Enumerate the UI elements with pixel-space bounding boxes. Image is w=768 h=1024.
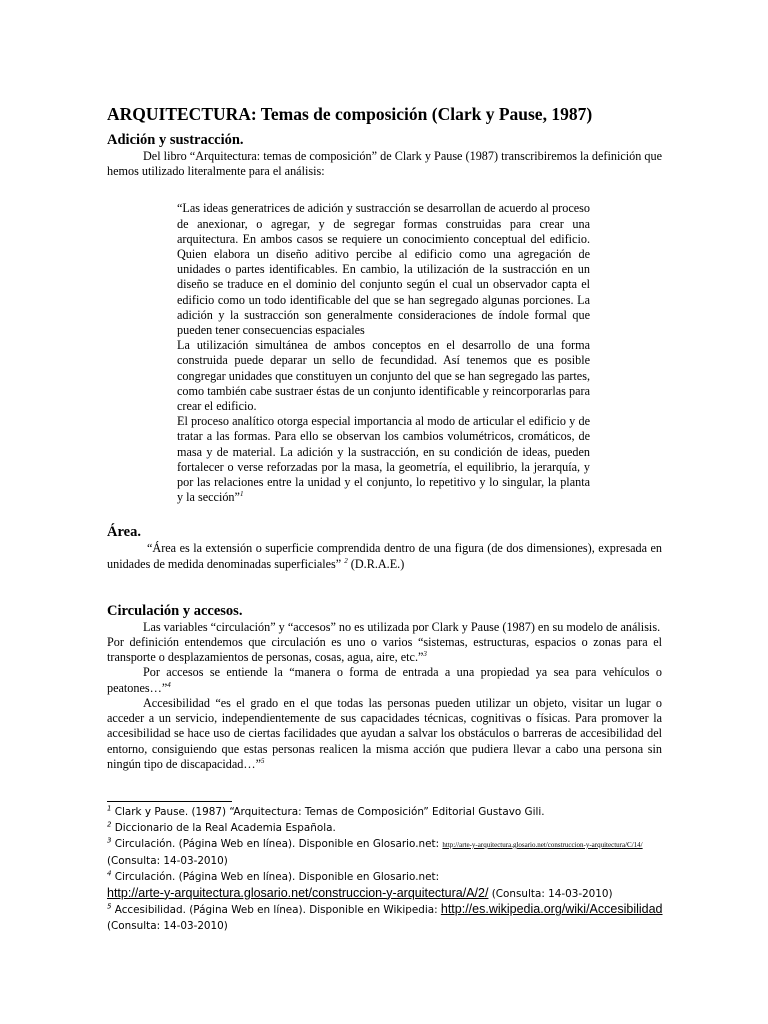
section-area	[107, 523, 662, 571]
quote-paragraph: “Las ideas generatrices de adición y sustracción se desarrollan de acuerdo al proceso de anexionar, o agregar, y de segregar formas construidas para crear una arquitectura. En ambos casos se requiere un conocimiento conceptual del edificio. Quien elabora un diseño aditivo percibe al edificio como una agregación de unidades o partes identificables. En cambio, la utilización de la sustracción en un diseño se traduce en el dominio del conjunto según el cual un observador capta el edificio como un todo identificable del que se han segregado algunas porciones. La adición y la sustracción son generalmente consideraciones de índole formal que pueden tener consecuencias espaciales	[177, 201, 590, 338]
adicion-quote	[177, 201, 590, 505]
footnote-3-consulta: (Consulta: 14-03-2010)	[107, 854, 228, 867]
footnote-2: $^2$ Diccionario de la Real Academia Española.	[107, 820, 336, 834]
footnote-5-consulta: (Consulta: 14-03-2010)	[107, 920, 228, 933]
heading-circulacion: Circulación y accesos.	[107, 602, 243, 619]
footnote-4: $^4$ Circulación. (Página Web en línea). Disponible en Glosario.net:	[107, 869, 440, 883]
circulacion-p4: Accesibilidad “es el grado en el que todas las personas pueden utilizar un objeto, visitar un lugar o acceder a un servicio, independientemente de sus capacidades técnicas, cognitivas o físicas. Para promover la accesibilidad se hace uso de ciertas facilidades que ayudan a salvar los obstáculos o barreras de accesibilidad del entorno, consiguiendo que estas personas realicen la misma acción que pudiera llevar a cabo una persona sin ningún tipo de discapacidad…”$^5$	[107, 695, 662, 771]
heading-area: Área.	[107, 524, 141, 541]
quote-paragraph: El proceso analítico otorga especial importancia al modo de articular el edificio y de tratar a las formas. Para ello se observan los cambios volumétricos, cromáticos, de masa y de material. La adición y la sustracción, en su condición de ideas, pueden fortalecer o verse reforzadas por la masa, la geometría, el equilibrio, la jerarquía, y por las relaciones entre la unidad y el conjunto, lo repetitivo y lo singular, la planta y la sección”$^1$	[177, 414, 590, 505]
footnote-ref[interactable]: 3	[423, 650, 427, 659]
document-title: ARQUITECTURA: Temas de composición (Clark y Pause, 1987)	[107, 104, 593, 124]
circulacion-p1: Las variables “circulación” y “accesos” no es utilizada por Clark y Pause (1987) en su modelo de análisis.	[143, 619, 661, 634]
footnote-ref[interactable]: 4	[167, 680, 171, 689]
circulacion-p2: Por definición entendemos que circulación es uno o varios “sistemas, estructuras, espacios o zonas para el transporte o desplazamientos de personas, cosas, agua, aire, etc.”$^3$	[107, 635, 662, 665]
footnote-3-link[interactable]: http://arte-y-arquitectura.glosario.net/construccion-y-arquitectura/C/14/	[442, 840, 643, 849]
footnote-4-link[interactable]: http://arte-y-arquitectura.glosario.net/construccion-y-arquitectura/A/2/	[107, 885, 489, 900]
footnotes	[107, 801, 667, 935]
footnote-5: $^5$ Accesibilidad. (Página Web en línea). Disponible en Wikipedia: http://es.wikipedia.org/wiki/Accesibilidad	[107, 902, 663, 917]
footnote-3: $^3$ Circulación. (Página Web en línea). Disponible en Glosario.net: http://arte-y-arquitectura.glosario.net/construccion-y-arquitectura/C/14/	[107, 836, 643, 850]
quote-paragraph: La utilización simultánea de ambos conceptos en el desarrollo de una forma construida puede deparar un sello de fecundidad. Así tenemos que es posible congregar unidades que constituyen un conjunto del que se han segregado las partes, como también cabe sustraer éstas de un conjunto identificable y reincorporarlas para crear el edificio.	[177, 338, 590, 414]
footnote-ref[interactable]: 2	[344, 556, 348, 565]
document-body	[107, 104, 662, 772]
circulacion-p3: Por accesos se entiende la “manera o forma de entrada a una propiedad ya sea para vehículos o peatones…”$^4$	[107, 665, 662, 695]
footnote-1: $^1$ Clark y Pause. (1987) “Arquitectura: Temas de Composición” Editorial Gustavo Gili.	[107, 804, 545, 818]
section-circulacion	[107, 602, 662, 772]
footnote-ref[interactable]: 1	[239, 490, 244, 499]
adicion-intro: Del libro “Arquitectura: temas de composición” de Clark y Pause (1987) transcribiremos la definición que hemos utilizado literalmente para el análisis:	[107, 149, 662, 179]
footnote-4-link-line: http://arte-y-arquitectura.glosario.net/construccion-y-arquitectura/A/2/ (Consulta: 14-03-2010)	[107, 885, 613, 900]
area-text: “Área es la extensión o superficie comprendida dentro de una figura (de dos dimensiones), expresada en unidades de medida denominadas superficiales” $^2$ (D.R.A.E.)	[107, 541, 662, 571]
footnote-5-link[interactable]: http://es.wikipedia.org/wiki/Accesibilidad	[440, 902, 663, 917]
heading-adicion: Adición y sustracción.	[107, 132, 244, 148]
footnote-ref[interactable]: 5	[261, 756, 265, 765]
footnote-separator	[107, 801, 232, 802]
